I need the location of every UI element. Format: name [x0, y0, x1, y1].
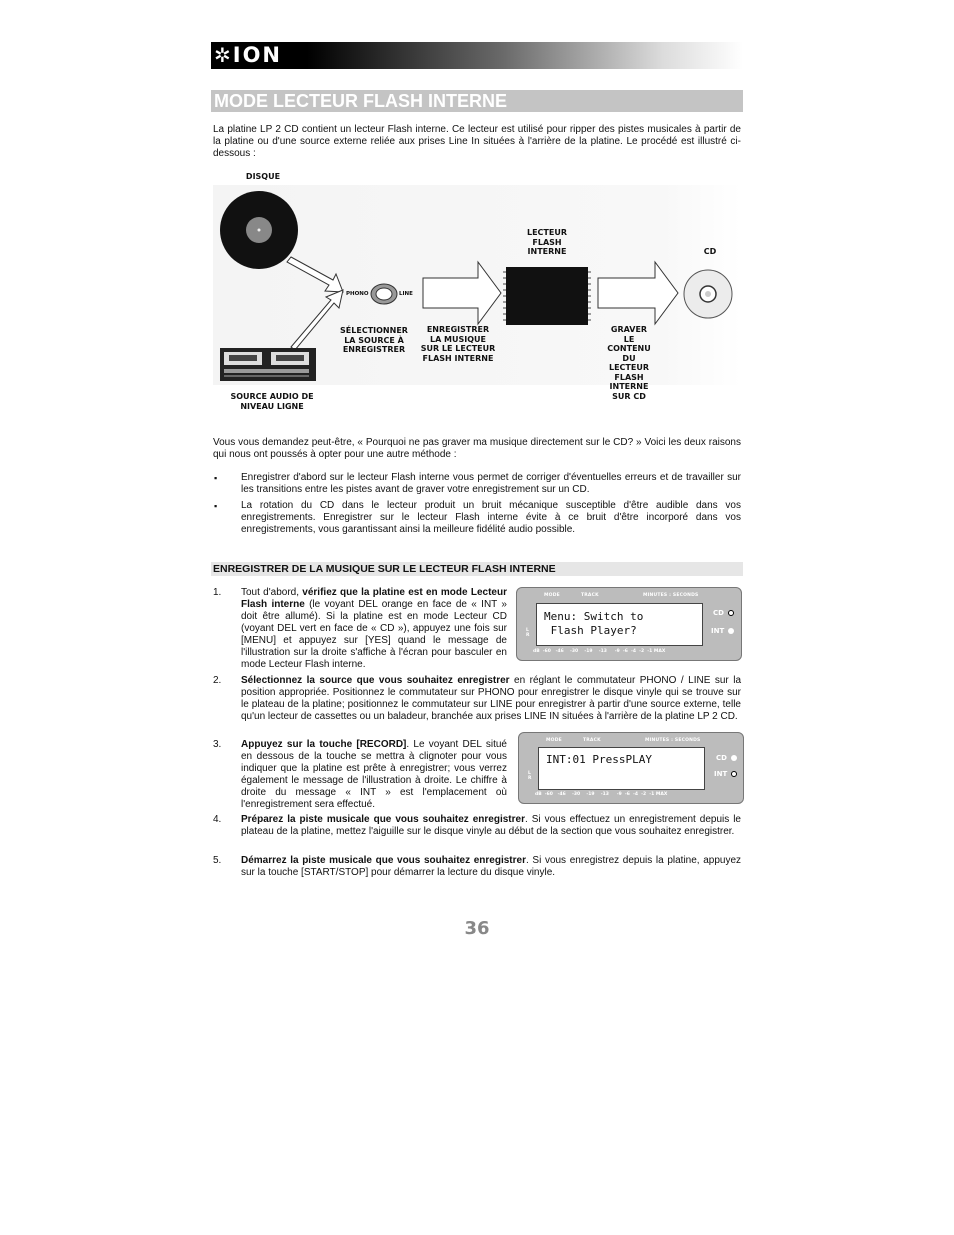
bullet-marker: ▪ — [214, 473, 218, 483]
cd-indicator-label: CD — [716, 754, 727, 762]
label-lecteur-flash: LECTEUR FLASH INTERNE — [526, 228, 567, 256]
cd-led-icon — [728, 610, 734, 616]
lcd-level-meter: dB -60 -46 -30 -19 -13 -9 -6 -4 -2 -1 MAX — [533, 649, 666, 654]
step-number: 5. — [213, 855, 222, 866]
step-number: 4. — [213, 814, 222, 825]
step-number: 2. — [213, 675, 222, 686]
label-disque: DISQUE — [245, 172, 281, 181]
phono-line-switch-icon — [371, 284, 397, 304]
int-led-icon — [728, 628, 734, 634]
label-graver: GRAVER LE CONTENU DU LECTEUR FLASH INTERNE SUR CD — [607, 325, 651, 401]
bullet-item: Enregistrer d'abord sur le lecteur Flash interne vous permet de corriger d'éventuelles erreurs et de travailler sur les transitions entre les pistes avant de graver votre enregistrement sur un CD. — [241, 472, 741, 495]
lcd-line-1: Menu: Switch to — [544, 610, 644, 623]
brand-header-bar — [211, 42, 743, 69]
lcd-display-menu: MODE TRACK MINUTES : SECONDS L R Menu: Switch to Flash Player? dB -60 -46 -30 -19 -13 -9 -6 -4 -2 -1 MAX CD INT — [516, 587, 742, 661]
cd-disc-icon — [684, 270, 732, 318]
diagram-graphics — [213, 170, 743, 420]
lcd-screen — [536, 603, 703, 646]
subsection-title: ENREGISTRER DE LA MUSIQUE SUR LE LECTEUR FLASH INTERNE — [211, 562, 743, 576]
step-3-text: Appuyez sur la touche [RECORD]. Le voyant DEL situé en dessous de la touche se mettra à clignoter pour vous indiquer que la platine est prête à enregistrer; vous verrez également le message de l'illustration à droite. Le chiffre à droite du message « INT » est l'emplacement où l'enregistrement sera effectué. — [241, 739, 507, 810]
step-5-text: Démarrez la piste musicale que vous souhaitez enregistrer. Si vous enregistrez depuis la platine, appuyez sur la touche [START/STOP] pour démarrer la lecture du disque vinyle. — [241, 855, 742, 878]
bullet-marker: ▪ — [214, 501, 218, 511]
lcd-display-int: MODE TRACK MINUTES : SECONDS L R INT:01 PressPLAY dB -60 -46 -30 -19 -13 -9 -6 -4 -2 -1 MAX CD INT — [518, 732, 744, 804]
lcd-screen — [538, 747, 705, 790]
step-number: 3. — [213, 739, 222, 750]
label-source-audio: SOURCE AUDIO DE NIVEAU LIGNE — [230, 392, 314, 411]
why-paragraph: Vous vous demandez peut-être, « Pourquoi ne pas graver ma musique directement sur le CD? » Voici les deux raisons qui nous ont poussés à opter pour une autre méthode : — [213, 437, 741, 460]
step-4-text: Préparez la piste musicale que vous souhaitez enregistrer. Si vous effectuez un enregistrement depuis le plateau de la platine, mettez l'aiguille sur le disque vinyle au début de la section que vous souhaitez enregistrer. — [241, 814, 741, 837]
cd-led-icon — [731, 755, 737, 761]
label-enregistrer: ENREGISTRER LA MUSIQUE SUR LE LECTEUR FLASH INTERNE — [420, 325, 496, 363]
lcd-level-meter: dB -60 -46 -30 -19 -13 -9 -6 -4 -2 -1 MAX — [535, 792, 668, 797]
int-indicator-label: INT — [714, 770, 728, 778]
vinyl-record-icon — [220, 191, 298, 269]
lcd-line-2: Flash Player? — [544, 624, 637, 637]
int-led-icon — [731, 771, 737, 777]
ion-logo: ✲ION — [214, 43, 283, 67]
cassette-deck-icon — [220, 348, 316, 381]
intro-paragraph: La platine LP 2 CD contient un lecteur Flash interne. Ce lecteur est utilisé pour ripper des pistes musicales à partir de la platine ou d'une source externe reliée aux prises Line In situées à l'arrière de la platine. Le procédé est illustré ci-dessous : — [213, 124, 741, 159]
step-1-text: Tout d'abord, vérifiez que la platine est en mode Lecteur Flash interne (le voyant DEL orange en face de « INT » doit être allumé). Si la platine est en mode Lecteur CD (voyant DEL vert en face de « CD »), appuyez une fois sur [MENU] et appuyez sur [YES] quand le message de l'illustration sur la droite s'affiche à l'écran pour basculer en mode Lecteur Flash interne. — [241, 587, 507, 670]
label-cd: CD — [703, 247, 717, 256]
recording-flow-diagram — [213, 170, 743, 420]
bullet-item: La rotation du CD dans le lecteur produit un bruit mécanique susceptible d'être audible dans vos enregistrements. Enregistrer sur le lecteur Flash interne évite à ce bruit d'être incorporé dans vos enregistrements, vous garantissant ainsi la meilleure fidélité audio possible. — [241, 500, 741, 535]
label-selectionner: SÉLECTIONNER LA SOURCE À ENREGISTRER — [340, 326, 408, 354]
page-number: 36 — [464, 918, 490, 939]
label-phono: PHONO — [346, 291, 369, 297]
section-title: MODE LECTEUR FLASH INTERNE — [211, 90, 743, 112]
ion-logo-mark-icon: ✲ — [214, 43, 233, 67]
cd-indicator-label: CD — [713, 609, 724, 617]
step-number: 1. — [213, 587, 222, 598]
int-indicator-label: INT — [711, 627, 725, 635]
step-2-text: Sélectionnez la source que vous souhaitez enregistrer en réglant le commutateur PHONO / LINE sur la position appropriée. Positionnez le commutateur sur PHONO pour enregistrer le disque vinyle qui se trouve sur le plateau de la platine; positionnez le commutateur sur LINE pour enregistrer à partir d'une source externe, telle qu'un lecteur de cassettes ou un baladeur, branchée aux prises LINE IN situées à l'arrière de la platine LP 2 CD. — [241, 675, 741, 722]
flash-chip-icon — [503, 267, 591, 325]
lcd-line-1: INT:01 PressPLAY — [546, 753, 652, 766]
label-line: LINE — [399, 291, 413, 297]
